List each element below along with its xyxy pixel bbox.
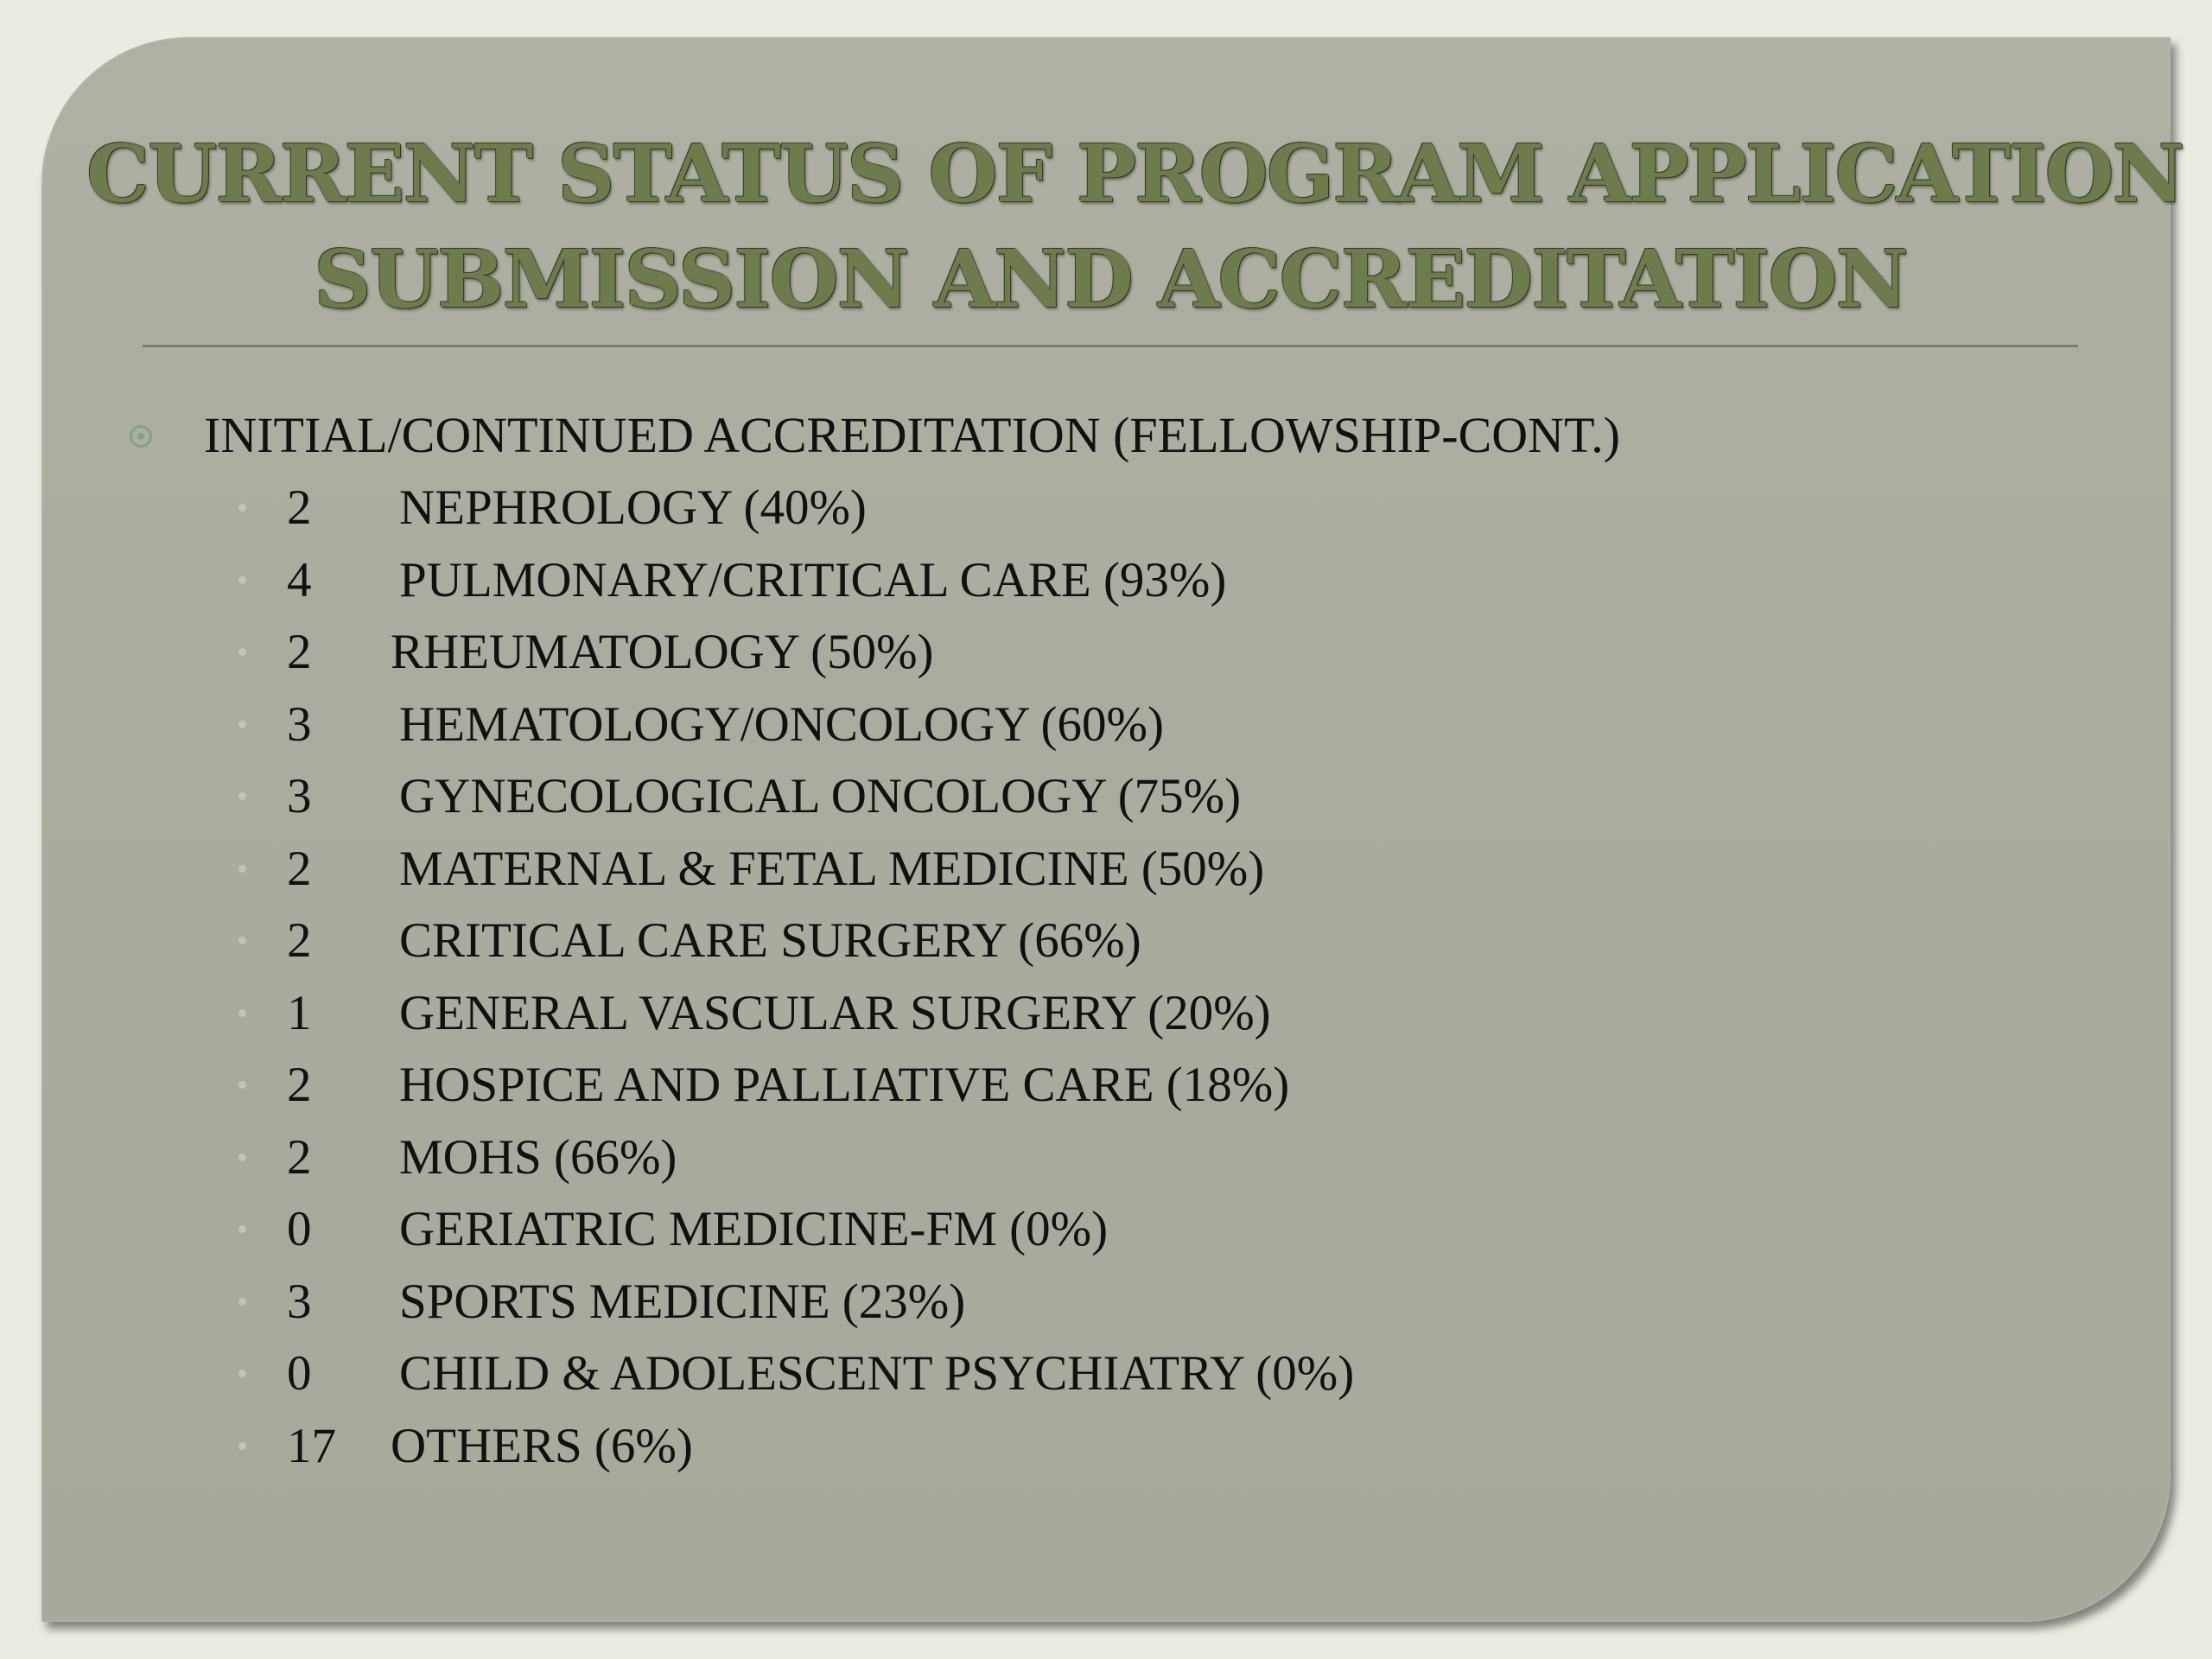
program-count: 3: [287, 696, 312, 752]
dot-bullet-icon: [238, 504, 246, 512]
slide-title: [86, 121, 2183, 332]
slide-title-line-1: CURRENT STATUS OF PROGRAM APPLICATION: [86, 127, 2183, 220]
dot-bullet-icon: [238, 721, 246, 728]
program-name: PULMONARY/CRITICAL CARE (93%): [399, 552, 1227, 607]
dot-bullet-icon: [238, 1225, 246, 1233]
program-count: 4: [287, 552, 312, 607]
program-name: NEPHROLOGY (40%): [399, 480, 867, 535]
dot-bullet-icon: [238, 1154, 246, 1161]
program-count: 17: [287, 1418, 336, 1473]
dot-bullet-icon: [238, 1370, 246, 1377]
program-name: MOHS (66%): [399, 1129, 677, 1185]
program-name: GYNECOLOGICAL ONCOLOGY (75%): [399, 769, 1242, 823]
program-count: 2: [287, 841, 312, 896]
program-count: 0: [287, 1202, 312, 1256]
program-count: 2: [287, 480, 312, 535]
program-name: CHILD & ADOLESCENT PSYCHIATRY (0%): [399, 1346, 1355, 1401]
program-name: SPORTS MEDICINE (23%): [399, 1274, 966, 1329]
program-count: 2: [287, 625, 312, 679]
program-name: MATERNAL & FETAL MEDICINE (50%): [399, 841, 1265, 896]
program-count: 0: [287, 1346, 312, 1401]
program-count: 3: [287, 769, 312, 823]
title-divider: [143, 345, 2078, 347]
program-name: OTHERS (6%): [391, 1418, 693, 1473]
dot-bullet-icon: [238, 1298, 246, 1306]
dot-bullet-icon: [238, 576, 246, 584]
program-name: CRITICAL CARE SURGERY (66%): [399, 913, 1141, 968]
program-name: HOSPICE AND PALLIATIVE CARE (18%): [399, 1058, 1290, 1112]
program-count: 2: [287, 913, 312, 968]
slide-title-line-2: SUBMISSION AND ACCREDITATION: [314, 232, 1907, 326]
circle-bullet-icon: [130, 425, 152, 448]
program-count: 1: [287, 985, 312, 1040]
dot-bullet-icon: [238, 792, 246, 800]
dot-bullet-icon: [238, 865, 246, 873]
program-count: 2: [287, 1129, 312, 1185]
program-count: 2: [287, 1058, 312, 1112]
program-count: 3: [287, 1274, 312, 1329]
main-bullet-text: INITIAL/CONTINUED ACCREDITATION (FELLOWSHIP-CONT.): [204, 407, 1621, 463]
program-name: RHEUMATOLOGY (50%): [391, 625, 934, 679]
dot-bullet-icon: [238, 937, 246, 944]
program-name: GERIATRIC MEDICINE-FM (0%): [399, 1202, 1109, 1256]
dot-bullet-icon: [238, 1081, 246, 1089]
dot-bullet-icon: [238, 1009, 246, 1017]
dot-bullet-icon: [238, 648, 246, 656]
program-name: HEMATOLOGY/ONCOLOGY (60%): [399, 696, 1165, 752]
dot-bullet-icon: [238, 1442, 246, 1450]
program-name: GENERAL VASCULAR SURGERY (20%): [399, 985, 1271, 1040]
